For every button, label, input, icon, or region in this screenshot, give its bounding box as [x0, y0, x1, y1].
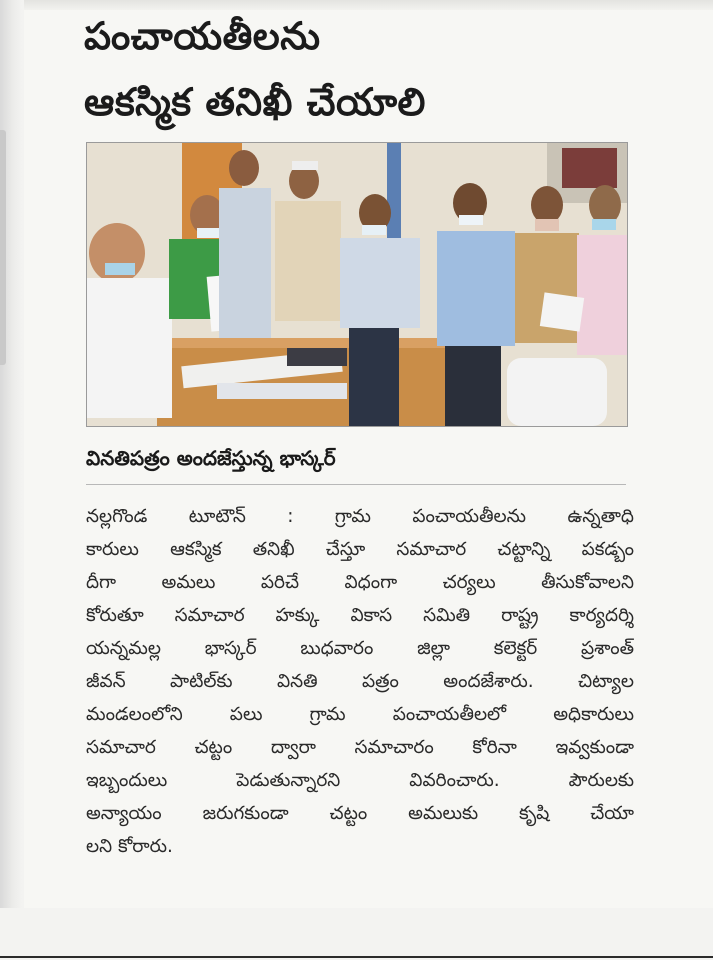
news-photo-illustration	[87, 143, 627, 426]
body-line: మండలంలోని పలు గ్రామ పంచాయతీలలో అధికారులు	[86, 704, 634, 725]
body-line: కోరుతూ సమాచార హక్కు వికాస సమితి రాష్ట్ర కార్యదర్శి	[86, 605, 634, 626]
headline-line-2: ఆకస్మిక తనిఖీ చేయాలి	[84, 80, 426, 124]
body-line: దీగా అమలు పరిచే విధంగా చర్యలు తీసుకోవాలని	[86, 572, 634, 593]
viewer-scroll-tab[interactable]	[0, 130, 6, 365]
clipping-top-strip	[24, 0, 713, 10]
body-line: ఇబ్బందులు పెడుతున్నారని వివరించారు. పౌరులకు	[86, 770, 634, 791]
body-line: అన్యాయం జరుగకుండా చట్టం అమలుకు కృషి చేయా	[86, 803, 634, 824]
news-photo	[86, 142, 628, 427]
headline-line-1: పంచాయతీలను	[84, 14, 321, 58]
body-line: సమాచార చట్టం ద్వారా సమాచారం కోరినా ఇవ్వకుండా	[86, 737, 634, 758]
viewer-bottom-line	[0, 956, 713, 958]
body-line: యన్నమల్ల భాస్కర్ బుధవారం జిల్లా కలెక్టర్ ప్రశాంత్	[86, 638, 634, 659]
body-line: జీవన్ పాటిల్‌కు వినతి పత్రం అందజేశారు. చిట్యాల	[86, 671, 634, 692]
article-body	[86, 500, 634, 863]
photo-caption: వినతిపత్రం అందజేస్తున్న భాస్కర్	[86, 446, 336, 470]
body-line: నల్లగొండ టూటౌన్ : గ్రామ పంచాయతీలను ఉన్నతాధి	[86, 506, 634, 527]
body-line: కారులు ఆకస్మిక తనిఖీ చేస్తూ సమాచార చట్టాన్ని పకడ్బం	[86, 539, 634, 560]
caption-divider	[86, 484, 626, 485]
viewer-bottom-band	[0, 908, 713, 960]
body-line: లని కోరారు.	[86, 836, 173, 857]
